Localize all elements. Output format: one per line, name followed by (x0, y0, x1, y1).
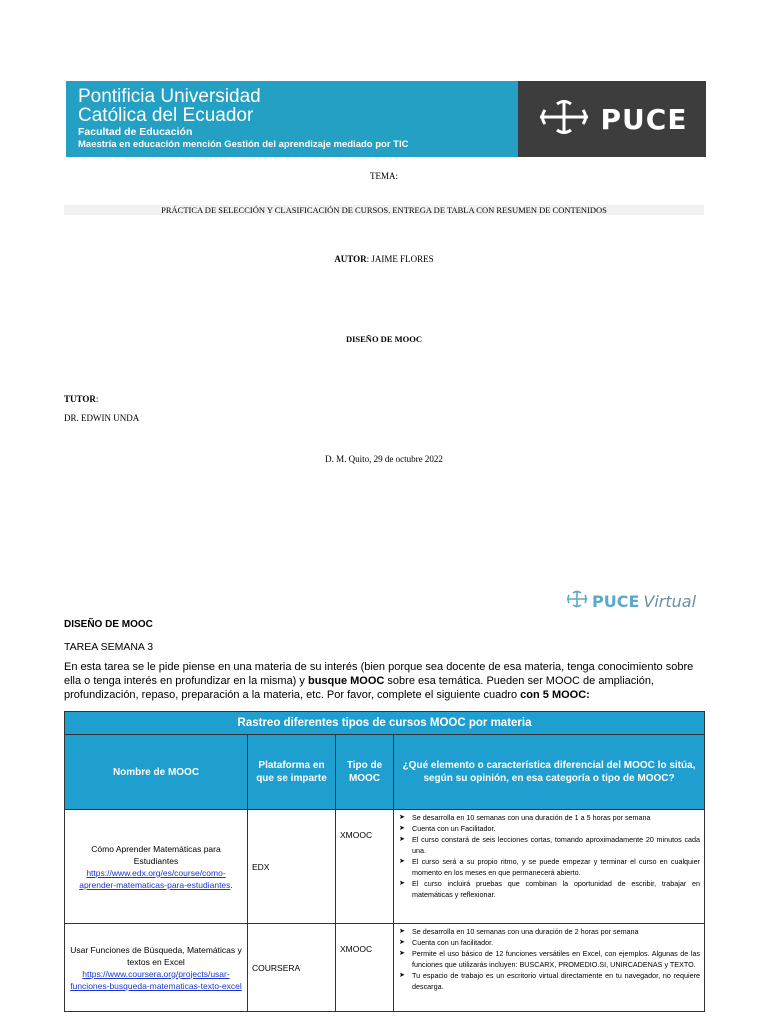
author-name: : JAIME FLORES (366, 254, 434, 264)
header-mooc-type: Tipo de MOOC (336, 735, 394, 810)
task-instructions (64, 660, 704, 702)
differential-point: ➤ Cuenta con un Facilitador. (412, 823, 700, 834)
task-para-b: sobre esa temática. Pueden ser MOOC de ampliación, profundización, repaso, preparación a la materia, etc. Por favor, complete el siguiente cuadro (64, 675, 654, 701)
puce-virtual-text-virtual: Virtual (643, 591, 697, 611)
author-line (0, 254, 768, 264)
mooc-name-cell (65, 924, 248, 1012)
program-name: Maestría en educación mención Gestión del aprendizaje mediado por TIC (78, 139, 409, 150)
banner-logo-block (518, 81, 706, 157)
differential-point: ➤ El curso constará de seis lecciones cortas, tomando aproximadamente 20 minutos cada una. (412, 834, 700, 856)
task-para-bold2: con 5 MOOC: (520, 689, 590, 701)
university-name-line1: Pontificia Universidad (78, 86, 261, 107)
differential-cell (394, 924, 705, 1012)
faculty-name: Facultad de Educación (78, 126, 193, 138)
mooc-link[interactable]: https://www.edx.org/es/course/como-aprender-matematicas-para-estudiantes (79, 867, 231, 890)
task-para-bold1: busque MOOC (307, 675, 385, 687)
task-heading: DISEÑO DE MOOC (64, 619, 153, 630)
tutor-name: DR. EDWIN UNDA (64, 413, 140, 423)
type-cell: XMOOC (336, 810, 394, 924)
puce-cross-logo-icon (537, 98, 591, 141)
tema-label: TEMA: (370, 171, 398, 181)
header-platform: Plataforma en que se imparte (248, 735, 336, 810)
date-line: D. M. Quito, 29 de octubre 2022 (325, 454, 443, 464)
task-para-a: En esta tarea se le pide piense en una materia de su interés (bien porque sea docente de esa materia, tenga conocimiento sobre ella o tenga interés en profundizar en la misma) y (64, 661, 694, 687)
task-week: TAREA SEMANA 3 (64, 641, 154, 653)
header-mooc-name: Nombre de MOOC (65, 735, 248, 810)
platform-cell: COURSERA (248, 924, 336, 1012)
differential-point: ➤ El curso incluirá pruebas que combinan la oportunidad de escribir, trabajar en matemáticas y reflexionar. (412, 878, 700, 900)
differential-point: ➤ Se desarrolla en 10 semanas con una duración de 2 horas por semana (412, 926, 700, 937)
tema-text: PRÁCTICA DE SELECCIÓN Y CLASIFICACIÓN DE CURSOS. ENTREGA DE TABLA CON RESUMEN DE CONTENIDOS (64, 205, 704, 215)
puce-logo-text: PUCE (600, 102, 688, 136)
differential-point: ➤ Permite el uso básico de 12 funciones versátiles en Excel, con ejemplos. Algunas de las funciones que utilizarás incluyen: BUSCARX, PROMEDIO.SI, UNIRCADENAS y TEXTO. (412, 948, 700, 970)
table-header-row (65, 735, 705, 810)
mooc-name-cell (65, 810, 248, 924)
table-row (65, 810, 705, 924)
differential-point: ➤ Se desarrolla en 10 semanas con una duración de 1 a 5 horas por semana (412, 812, 700, 823)
mooc-table (64, 711, 705, 1012)
type-cell: XMOOC (336, 924, 394, 1012)
tutor-colon: : (95, 394, 99, 404)
banner-text-block (66, 81, 518, 157)
puce-virtual-cross-icon (566, 590, 588, 612)
tutor-line (64, 394, 98, 404)
link-suffix: . (230, 879, 233, 890)
differential-cell (394, 810, 705, 924)
differential-point: ➤ Cuenta con un facilitador. (412, 937, 700, 948)
mooc-link[interactable]: https://www.coursera.org/projects/usar-funciones-busqueda-matematicas-texto-excel (70, 968, 242, 991)
table-title: Rastreo diferentes tipos de cursos MOOC por materia (65, 712, 705, 735)
differential-point: ➤ El curso será a su propio ritmo, y se puede empezar y terminar el curso en cualquier momento en los meses en que permanecerá abierto. (412, 856, 700, 878)
tutor-label: TUTOR (64, 394, 96, 404)
puce-virtual-text-puce: PUCE (592, 591, 640, 611)
subject-title: DISEÑO DE MOOC (345, 334, 423, 344)
table-title-row (65, 712, 705, 735)
platform-cell: EDX (248, 810, 336, 924)
mooc-name: Cómo Aprender Matemáticas para Estudiantes (91, 843, 221, 866)
header-differential: ¿Qué elemento o característica diferencial del MOOC lo sitúa, según su opinión, en esa categoría o tipo de MOOC? (394, 735, 705, 810)
differential-point: ➤ Tu espacio de trabajo es un escritorio virtual directamente en tu navegador, no requiere descarga. (412, 970, 700, 992)
university-banner (66, 81, 706, 157)
author-label: AUTOR (334, 254, 367, 264)
puce-virtual-logo (566, 590, 696, 612)
table-row (65, 924, 705, 1012)
university-name-line2: Católica del Ecuador (78, 105, 254, 126)
mooc-name: Usar Funciones de Búsqueda, Matemáticas y textos en Excel (70, 944, 242, 967)
